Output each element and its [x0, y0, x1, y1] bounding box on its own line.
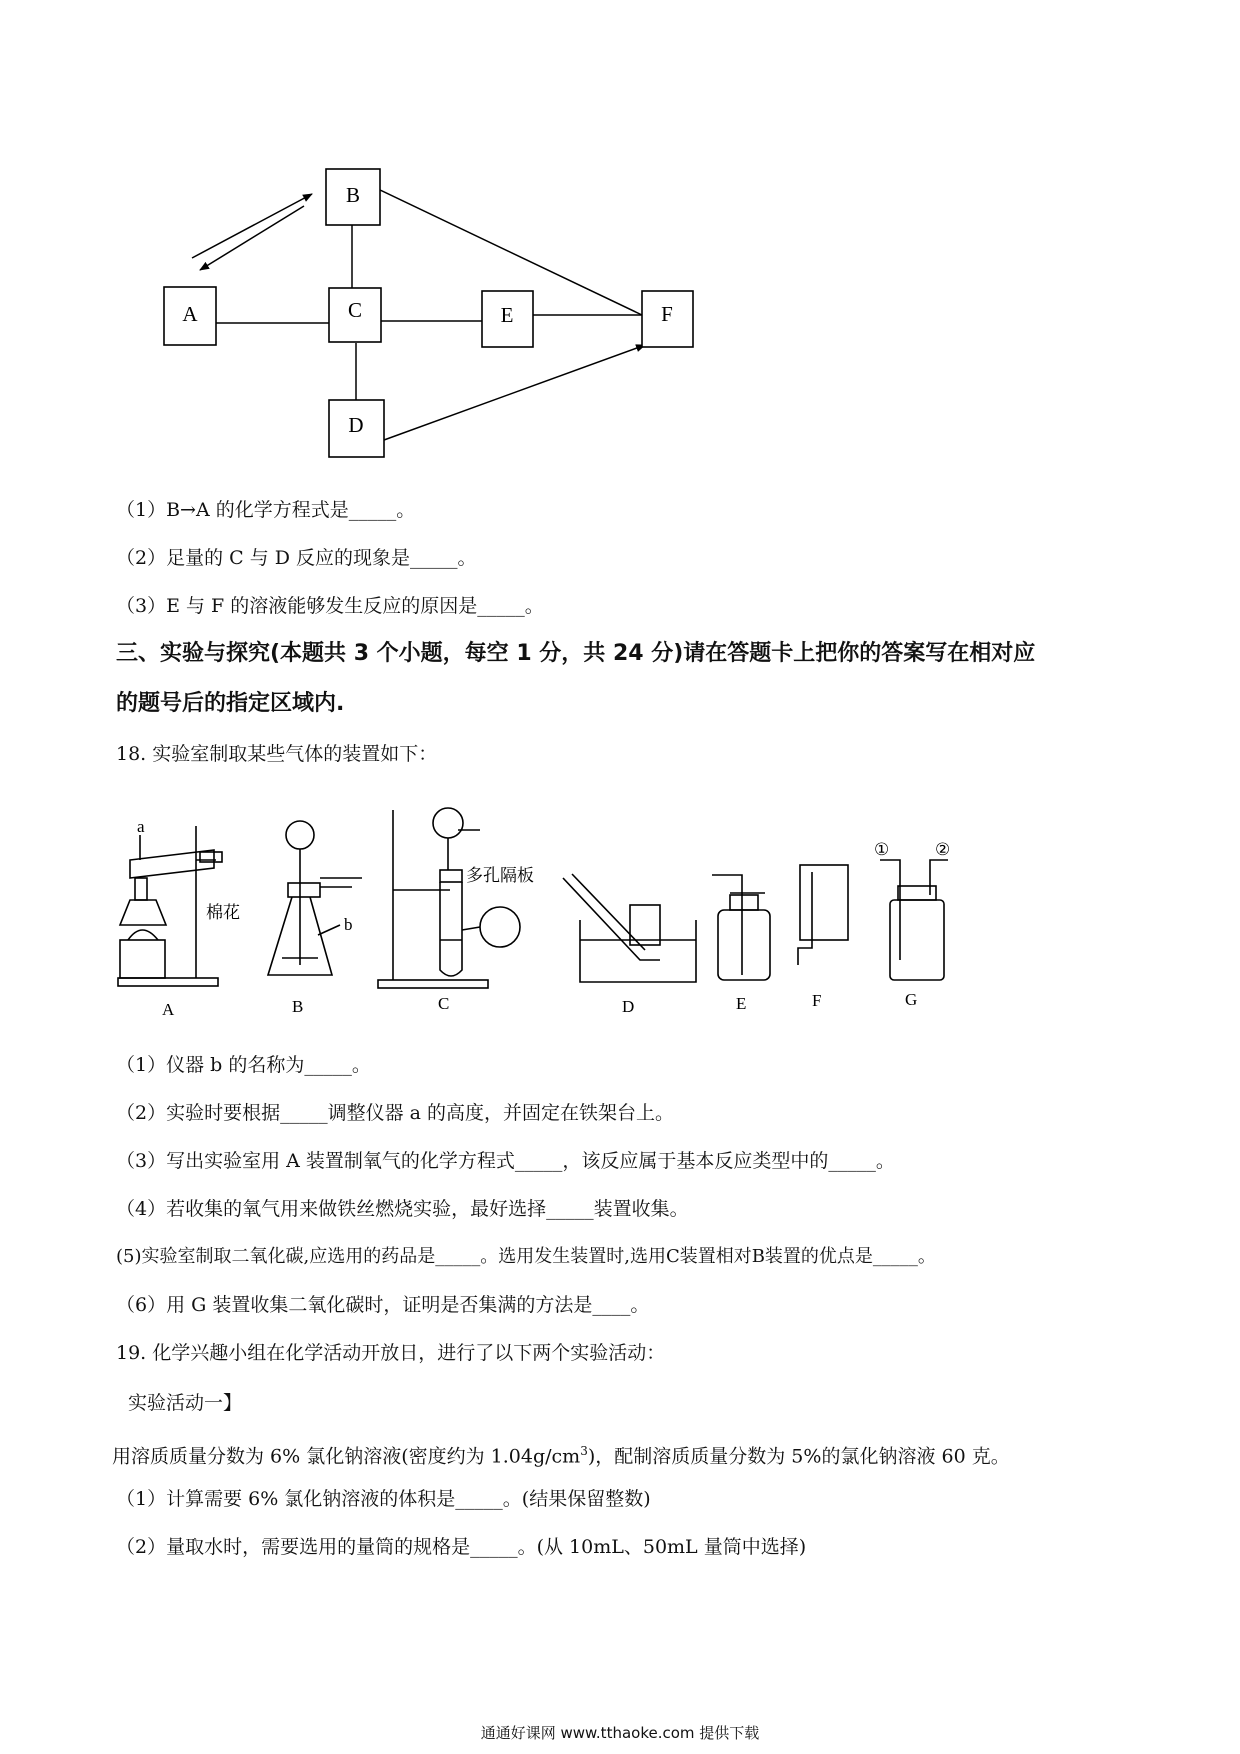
section3-heading-line2: 的题号后的指定区域内. [116, 691, 345, 716]
apparatus-d [563, 874, 696, 982]
caption-c: C [438, 994, 450, 1013]
q19-activity1-title: 实验活动一】 [128, 1392, 243, 1414]
label-a: a [137, 817, 145, 836]
q17-sub3: （3）E 与 F 的溶液能够发生反应的原因是_____。 [116, 595, 544, 617]
relationship-diagram [0, 0, 1240, 470]
node-d-label: D [348, 412, 364, 437]
node-b-label: B [345, 182, 361, 207]
node-a-label: A [182, 301, 198, 326]
apparatus-e [712, 875, 770, 980]
node-e-label: E [500, 302, 514, 327]
label-port2: ② [935, 840, 951, 859]
apparatus-g [880, 860, 948, 980]
label-cotton: 棉花 [206, 903, 240, 922]
caption-b: B [292, 997, 304, 1016]
label-b: b [344, 915, 353, 934]
node-c-label: C [347, 297, 363, 322]
edge-b-to-a [200, 206, 304, 270]
q19-stem: 19. 化学兴趣小组在化学活动开放日，进行了以下两个实验活动： [116, 1342, 666, 1364]
node-e [482, 291, 533, 347]
q18-stem: 18. 实验室制取某些气体的装置如下： [116, 743, 438, 765]
q18-sub5: (5)实验室制取二氧化碳,应选用的药品是_____。选用发生装置时,选用C装置相对B装置的优点是_____。 [116, 1246, 936, 1267]
q19-sub2: （2）量取水时，需要选用的量筒的规格是_____。(从 10mL、50mL 量筒中选择) [116, 1536, 807, 1558]
apparatus-f [798, 865, 848, 965]
lab-apparatus-figure [0, 790, 1240, 1030]
node-c [329, 288, 381, 342]
node-a [164, 287, 216, 345]
node-d [329, 400, 384, 457]
q19-text-sup: 3 [580, 1444, 588, 1458]
node-f-label: F [661, 301, 673, 326]
caption-e: E [736, 994, 747, 1013]
node-b [326, 169, 380, 225]
q19-sub1: （1）计算需要 6% 氯化钠溶液的体积是_____。(结果保留整数) [116, 1488, 651, 1510]
caption-g: G [905, 990, 918, 1009]
caption-d: D [622, 997, 635, 1016]
q19-activity1-text [112, 1438, 1010, 1469]
q18-sub4: （4）若收集的氧气用来做铁丝燃烧实验，最好选择_____装置收集。 [116, 1198, 689, 1220]
apparatus-c [378, 808, 520, 988]
section3-heading-line1: 三、实验与探究(本题共 3 个小题，每空 1 分，共 24 分)请在答题卡上把你的答案写在相对应 [116, 641, 1036, 666]
q17-sub2: （2）足量的 C 与 D 反应的现象是_____。 [116, 547, 477, 569]
label-porous-plate: 多孔隔板 [466, 866, 534, 885]
edge-a-to-b [192, 194, 312, 258]
footer-source: 通通好课网 www.tthaoke.com 提供下载 [480, 1724, 760, 1742]
node-f [642, 291, 693, 347]
caption-a: A [162, 1000, 175, 1019]
q18-sub3: （3）写出实验室用 A 装置制氧气的化学方程式_____，该反应属于基本反应类型中的_____。 [116, 1150, 895, 1172]
q17-sub1: （1）B→A 的化学方程式是_____。 [116, 499, 416, 521]
caption-f: F [812, 991, 822, 1010]
q18-sub6: （6）用 G 装置收集二氧化碳时，证明是否集满的方法是____。 [116, 1294, 650, 1316]
q19-text-pre: 用溶质质量分数为 6% 氯化钠溶液(密度约为 1.04g/cm [112, 1445, 581, 1468]
edge-d-to-f [384, 345, 645, 440]
q18-sub1: （1）仪器 b 的名称为_____。 [116, 1054, 371, 1076]
q18-sub2: （2）实验时要根据_____调整仪器 a 的高度，并固定在铁架台上。 [116, 1102, 674, 1124]
label-port1: ① [874, 840, 890, 859]
apparatus-b [268, 821, 362, 975]
q19-text-post: )，配制溶质质量分数为 5%的氯化钠溶液 60 克。 [587, 1445, 1010, 1468]
